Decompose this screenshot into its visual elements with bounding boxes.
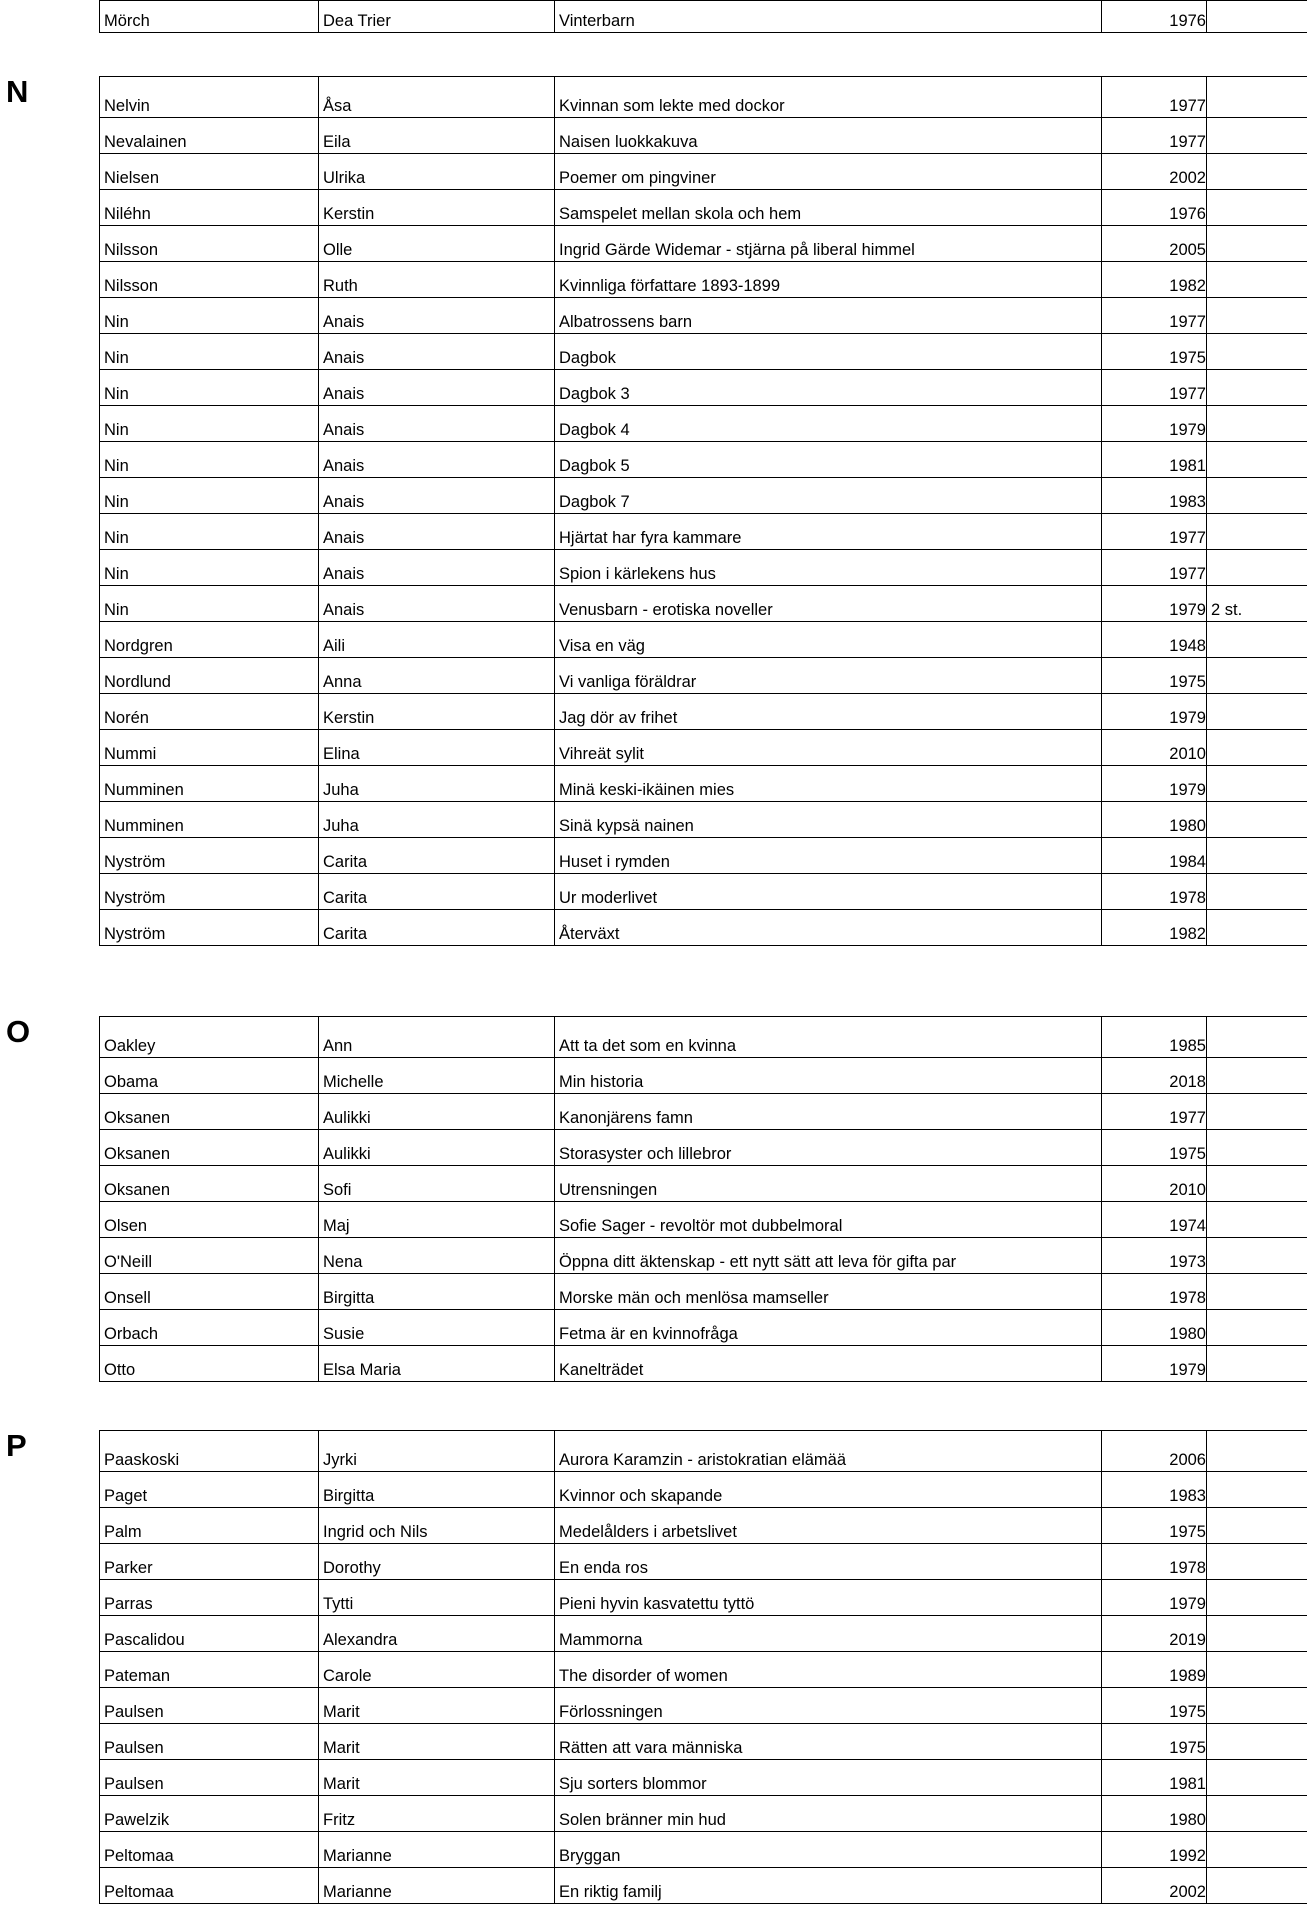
book-title: Naisen luokkakuva (555, 118, 1102, 154)
author-last-name: Nevalainen (100, 118, 319, 154)
author-first-name: Fritz (319, 1796, 555, 1832)
author-first-name: Dea Trier (319, 1, 555, 33)
book-title: Sofie Sager - revoltör mot dubbelmoral (555, 1202, 1102, 1238)
note (1207, 1724, 1307, 1760)
publication-year: 1977 (1102, 298, 1207, 334)
book-title: Mammorna (555, 1616, 1102, 1652)
publication-year: 1975 (1102, 658, 1207, 694)
book-title: Samspelet mellan skola och hem (555, 190, 1102, 226)
author-first-name: Ingrid och Nils (319, 1508, 555, 1544)
author-last-name: Nin (100, 298, 319, 334)
author-first-name: Anais (319, 550, 555, 586)
table-row (100, 1688, 1307, 1724)
publication-year: 1989 (1102, 1652, 1207, 1688)
author-first-name: Marianne (319, 1832, 555, 1868)
book-title: Dagbok 5 (555, 442, 1102, 478)
publication-year: 1977 (1102, 118, 1207, 154)
author-first-name: Jyrki (319, 1431, 555, 1472)
publication-year: 1977 (1102, 370, 1207, 406)
table-row (100, 730, 1307, 766)
table-row (100, 1094, 1307, 1130)
section-letter-o: O (6, 1014, 31, 1049)
author-last-name: Nilsson (100, 226, 319, 262)
publication-year: 1981 (1102, 1760, 1207, 1796)
book-title: Kanonjärens famn (555, 1094, 1102, 1130)
author-first-name: Marit (319, 1688, 555, 1724)
table-row (100, 658, 1307, 694)
note (1207, 730, 1307, 766)
note (1207, 910, 1307, 946)
book-title: Vi vanliga föräldrar (555, 658, 1102, 694)
table-row (100, 77, 1307, 118)
author-first-name: Dorothy (319, 1544, 555, 1580)
author-first-name: Birgitta (319, 1472, 555, 1508)
note (1207, 1094, 1307, 1130)
author-first-name: Aili (319, 622, 555, 658)
book-title: Att ta det som en kvinna (555, 1017, 1102, 1058)
author-first-name: Michelle (319, 1058, 555, 1094)
publication-year: 1975 (1102, 334, 1207, 370)
note (1207, 154, 1307, 190)
note (1207, 1238, 1307, 1274)
author-first-name: Anna (319, 658, 555, 694)
table-row (100, 838, 1307, 874)
author-last-name: Nilsson (100, 262, 319, 298)
table-row (100, 406, 1307, 442)
author-last-name: Olsen (100, 1202, 319, 1238)
table-row (100, 802, 1307, 838)
author-last-name: Otto (100, 1346, 319, 1382)
publication-year: 1977 (1102, 514, 1207, 550)
note (1207, 1274, 1307, 1310)
author-last-name: Numminen (100, 802, 319, 838)
author-last-name: Oksanen (100, 1166, 319, 1202)
note (1207, 1544, 1307, 1580)
note (1207, 262, 1307, 298)
publication-year: 1979 (1102, 694, 1207, 730)
author-last-name: Nummi (100, 730, 319, 766)
author-first-name: Nena (319, 1238, 555, 1274)
publication-year: 1979 (1102, 1580, 1207, 1616)
table-row (100, 118, 1307, 154)
publication-year: 1985 (1102, 1017, 1207, 1058)
publication-year: 1983 (1102, 478, 1207, 514)
publication-year: 2019 (1102, 1616, 1207, 1652)
author-last-name: O'Neill (100, 1238, 319, 1274)
book-title: Förlossningen (555, 1688, 1102, 1724)
note (1207, 514, 1307, 550)
note (1207, 658, 1307, 694)
note (1207, 478, 1307, 514)
table-row (100, 1508, 1307, 1544)
book-table-p (99, 1430, 1307, 1904)
note (1207, 1832, 1307, 1868)
author-first-name: Anais (319, 298, 555, 334)
table-row (100, 694, 1307, 730)
table-row (100, 334, 1307, 370)
book-title: Hjärtat har fyra kammare (555, 514, 1102, 550)
book-title: Dagbok (555, 334, 1102, 370)
author-last-name: Pawelzik (100, 1796, 319, 1832)
author-last-name: Nordgren (100, 622, 319, 658)
publication-year: 1982 (1102, 262, 1207, 298)
table-row (100, 1472, 1307, 1508)
author-first-name: Aulikki (319, 1130, 555, 1166)
note (1207, 550, 1307, 586)
author-first-name: Olle (319, 226, 555, 262)
author-first-name: Tytti (319, 1580, 555, 1616)
table-row (100, 1346, 1307, 1382)
author-first-name: Kerstin (319, 694, 555, 730)
book-title: Medelålders i arbetslivet (555, 1508, 1102, 1544)
author-first-name: Aulikki (319, 1094, 555, 1130)
note (1207, 802, 1307, 838)
note (1207, 1796, 1307, 1832)
author-first-name: Anais (319, 514, 555, 550)
note (1207, 1310, 1307, 1346)
author-first-name: Elsa Maria (319, 1346, 555, 1382)
author-last-name: Paget (100, 1472, 319, 1508)
publication-year: 1975 (1102, 1130, 1207, 1166)
publication-year: 1973 (1102, 1238, 1207, 1274)
note (1207, 118, 1307, 154)
table-row (100, 1652, 1307, 1688)
author-first-name: Elina (319, 730, 555, 766)
note (1207, 334, 1307, 370)
book-title: Kanelträdet (555, 1346, 1102, 1382)
table-row (100, 1724, 1307, 1760)
author-first-name: Marit (319, 1724, 555, 1760)
book-title: Solen bränner min hud (555, 1796, 1102, 1832)
table-row (100, 1832, 1307, 1868)
author-last-name: Paaskoski (100, 1431, 319, 1472)
author-last-name: Nyström (100, 838, 319, 874)
book-title: Pieni hyvin kasvatettu tyttö (555, 1580, 1102, 1616)
table-row (100, 1431, 1307, 1472)
publication-year: 1982 (1102, 910, 1207, 946)
book-title: Ingrid Gärde Widemar - stjärna på liberal himmel (555, 226, 1102, 262)
publication-year: 1983 (1102, 1472, 1207, 1508)
publication-year: 1979 (1102, 1346, 1207, 1382)
note (1207, 1202, 1307, 1238)
publication-year: 1980 (1102, 1796, 1207, 1832)
note: 2 st. (1207, 586, 1307, 622)
book-title: Minä keski-ikäinen mies (555, 766, 1102, 802)
author-last-name: Paulsen (100, 1724, 319, 1760)
table-row (100, 514, 1307, 550)
table-row (100, 1, 1307, 33)
section-letter-n: N (6, 74, 29, 109)
note (1207, 190, 1307, 226)
author-last-name: Obama (100, 1058, 319, 1094)
book-title: Återväxt (555, 910, 1102, 946)
table-row (100, 1616, 1307, 1652)
table-row (100, 226, 1307, 262)
publication-year: 1975 (1102, 1688, 1207, 1724)
table-row (100, 190, 1307, 226)
book-title: Visa en väg (555, 622, 1102, 658)
publication-year: 1977 (1102, 550, 1207, 586)
note (1207, 226, 1307, 262)
author-last-name: Nin (100, 334, 319, 370)
section-letter-p: P (6, 1428, 27, 1463)
table-row (100, 874, 1307, 910)
author-first-name: Åsa (319, 77, 555, 118)
author-last-name: Oksanen (100, 1130, 319, 1166)
author-first-name: Sofi (319, 1166, 555, 1202)
book-title: Spion i kärlekens hus (555, 550, 1102, 586)
note (1207, 1130, 1307, 1166)
book-title: Utrensningen (555, 1166, 1102, 1202)
author-last-name: Orbach (100, 1310, 319, 1346)
book-title: Poemer om pingviner (555, 154, 1102, 190)
author-last-name: Nin (100, 586, 319, 622)
table-row (100, 1202, 1307, 1238)
book-title: Sinä kypsä nainen (555, 802, 1102, 838)
table-row (100, 1058, 1307, 1094)
table-row (100, 586, 1307, 622)
book-title: Jag dör av frihet (555, 694, 1102, 730)
author-last-name: Pateman (100, 1652, 319, 1688)
book-title: Rätten att vara människa (555, 1724, 1102, 1760)
author-first-name: Anais (319, 334, 555, 370)
author-first-name: Alexandra (319, 1616, 555, 1652)
book-title: Min historia (555, 1058, 1102, 1094)
note (1207, 838, 1307, 874)
table-row (100, 1166, 1307, 1202)
book-title: Morske män och menlösa mamseller (555, 1274, 1102, 1310)
book-title: Dagbok 4 (555, 406, 1102, 442)
book-title: Kvinnliga författare 1893-1899 (555, 262, 1102, 298)
book-table-n (99, 76, 1307, 946)
publication-year: 2005 (1102, 226, 1207, 262)
note (1207, 1346, 1307, 1382)
note (1207, 1688, 1307, 1724)
author-last-name: Nin (100, 514, 319, 550)
publication-year: 2002 (1102, 154, 1207, 190)
author-last-name: Nin (100, 478, 319, 514)
book-table-top (99, 0, 1307, 33)
publication-year: 1979 (1102, 766, 1207, 802)
publication-year: 2006 (1102, 1431, 1207, 1472)
table-row (100, 766, 1307, 802)
note (1207, 1868, 1307, 1904)
publication-year: 1977 (1102, 1094, 1207, 1130)
author-first-name: Carita (319, 910, 555, 946)
publication-year: 2010 (1102, 1166, 1207, 1202)
table-row (100, 550, 1307, 586)
author-first-name: Ulrika (319, 154, 555, 190)
author-last-name: Paulsen (100, 1760, 319, 1796)
publication-year: 2018 (1102, 1058, 1207, 1094)
book-title: Dagbok 7 (555, 478, 1102, 514)
publication-year: 1979 (1102, 406, 1207, 442)
author-first-name: Anais (319, 586, 555, 622)
publication-year: 1978 (1102, 1544, 1207, 1580)
table-row (100, 1544, 1307, 1580)
table-row (100, 478, 1307, 514)
author-last-name: Numminen (100, 766, 319, 802)
table-row (100, 1017, 1307, 1058)
book-title: Vinterbarn (555, 1, 1102, 33)
note (1207, 1616, 1307, 1652)
author-last-name: Palm (100, 1508, 319, 1544)
book-title: Huset i rymden (555, 838, 1102, 874)
author-last-name: Nielsen (100, 154, 319, 190)
author-first-name: Susie (319, 1310, 555, 1346)
publication-year: 1976 (1102, 190, 1207, 226)
book-title: Storasyster och lillebror (555, 1130, 1102, 1166)
book-title: Vihreät sylit (555, 730, 1102, 766)
author-last-name: Norén (100, 694, 319, 730)
book-title: Kvinnor och skapande (555, 1472, 1102, 1508)
table-row (100, 1274, 1307, 1310)
author-last-name: Nordlund (100, 658, 319, 694)
table-row (100, 262, 1307, 298)
publication-year: 1980 (1102, 1310, 1207, 1346)
note (1207, 1580, 1307, 1616)
note (1207, 694, 1307, 730)
book-title: Kvinnan som lekte med dockor (555, 77, 1102, 118)
book-title: En enda ros (555, 1544, 1102, 1580)
table-row (100, 1796, 1307, 1832)
table-row (100, 1868, 1307, 1904)
author-first-name: Anais (319, 370, 555, 406)
note (1207, 1017, 1307, 1058)
note (1207, 1166, 1307, 1202)
note (1207, 874, 1307, 910)
note (1207, 370, 1307, 406)
author-last-name: Nin (100, 442, 319, 478)
author-first-name: Kerstin (319, 190, 555, 226)
table-row (100, 1310, 1307, 1346)
author-last-name: Nyström (100, 910, 319, 946)
note (1207, 1, 1307, 33)
book-title: Venusbarn - erotiska noveller (555, 586, 1102, 622)
author-first-name: Eila (319, 118, 555, 154)
author-first-name: Marit (319, 1760, 555, 1796)
note (1207, 442, 1307, 478)
book-title: The disorder of women (555, 1652, 1102, 1688)
publication-year: 2010 (1102, 730, 1207, 766)
author-last-name: Peltomaa (100, 1868, 319, 1904)
author-first-name: Ann (319, 1017, 555, 1058)
author-last-name: Nelvin (100, 77, 319, 118)
author-last-name: Nin (100, 406, 319, 442)
table-row (100, 370, 1307, 406)
book-title: Fetma är en kvinnofråga (555, 1310, 1102, 1346)
author-first-name: Juha (319, 766, 555, 802)
note (1207, 766, 1307, 802)
author-first-name: Carita (319, 838, 555, 874)
note (1207, 1472, 1307, 1508)
table-row (100, 154, 1307, 190)
book-title: En riktig familj (555, 1868, 1102, 1904)
publication-year: 1978 (1102, 874, 1207, 910)
publication-year: 2002 (1102, 1868, 1207, 1904)
publication-year: 1981 (1102, 442, 1207, 478)
author-first-name: Anais (319, 478, 555, 514)
book-title: Öppna ditt äktenskap - ett nytt sätt att leva för gifta par (555, 1238, 1102, 1274)
publication-year: 1975 (1102, 1724, 1207, 1760)
author-last-name: Nyström (100, 874, 319, 910)
note (1207, 1508, 1307, 1544)
book-title: Sju sorters blommor (555, 1760, 1102, 1796)
author-last-name: Parker (100, 1544, 319, 1580)
author-last-name: Nin (100, 550, 319, 586)
publication-year: 1980 (1102, 802, 1207, 838)
author-first-name: Maj (319, 1202, 555, 1238)
author-last-name: Peltomaa (100, 1832, 319, 1868)
publication-year: 1948 (1102, 622, 1207, 658)
table-row (100, 1130, 1307, 1166)
table-row (100, 622, 1307, 658)
table-row (100, 1760, 1307, 1796)
note (1207, 1431, 1307, 1472)
author-last-name: Niléhn (100, 190, 319, 226)
note (1207, 622, 1307, 658)
author-last-name: Oakley (100, 1017, 319, 1058)
publication-year: 1977 (1102, 77, 1207, 118)
author-last-name: Onsell (100, 1274, 319, 1310)
book-title: Dagbok 3 (555, 370, 1102, 406)
author-first-name: Carole (319, 1652, 555, 1688)
publication-year: 1978 (1102, 1274, 1207, 1310)
table-row (100, 910, 1307, 946)
note (1207, 406, 1307, 442)
author-last-name: Mörch (100, 1, 319, 33)
author-first-name: Carita (319, 874, 555, 910)
author-last-name: Paulsen (100, 1688, 319, 1724)
note (1207, 298, 1307, 334)
publication-year: 1979 (1102, 586, 1207, 622)
table-row (100, 298, 1307, 334)
note (1207, 1760, 1307, 1796)
publication-year: 1975 (1102, 1508, 1207, 1544)
publication-year: 1974 (1102, 1202, 1207, 1238)
note (1207, 1652, 1307, 1688)
publication-year: 1992 (1102, 1832, 1207, 1868)
note (1207, 77, 1307, 118)
author-first-name: Anais (319, 442, 555, 478)
book-title: Ur moderlivet (555, 874, 1102, 910)
author-first-name: Birgitta (319, 1274, 555, 1310)
table-row (100, 1238, 1307, 1274)
author-last-name: Parras (100, 1580, 319, 1616)
table-row (100, 1580, 1307, 1616)
book-title: Aurora Karamzin - aristokratian elämää (555, 1431, 1102, 1472)
author-last-name: Nin (100, 370, 319, 406)
author-first-name: Marianne (319, 1868, 555, 1904)
author-last-name: Pascalidou (100, 1616, 319, 1652)
book-table-o (99, 1016, 1307, 1382)
book-title: Bryggan (555, 1832, 1102, 1868)
table-row (100, 442, 1307, 478)
note (1207, 1058, 1307, 1094)
publication-year: 1984 (1102, 838, 1207, 874)
author-first-name: Ruth (319, 262, 555, 298)
author-first-name: Juha (319, 802, 555, 838)
author-first-name: Anais (319, 406, 555, 442)
book-title: Albatrossens barn (555, 298, 1102, 334)
author-last-name: Oksanen (100, 1094, 319, 1130)
publication-year: 1976 (1102, 1, 1207, 33)
